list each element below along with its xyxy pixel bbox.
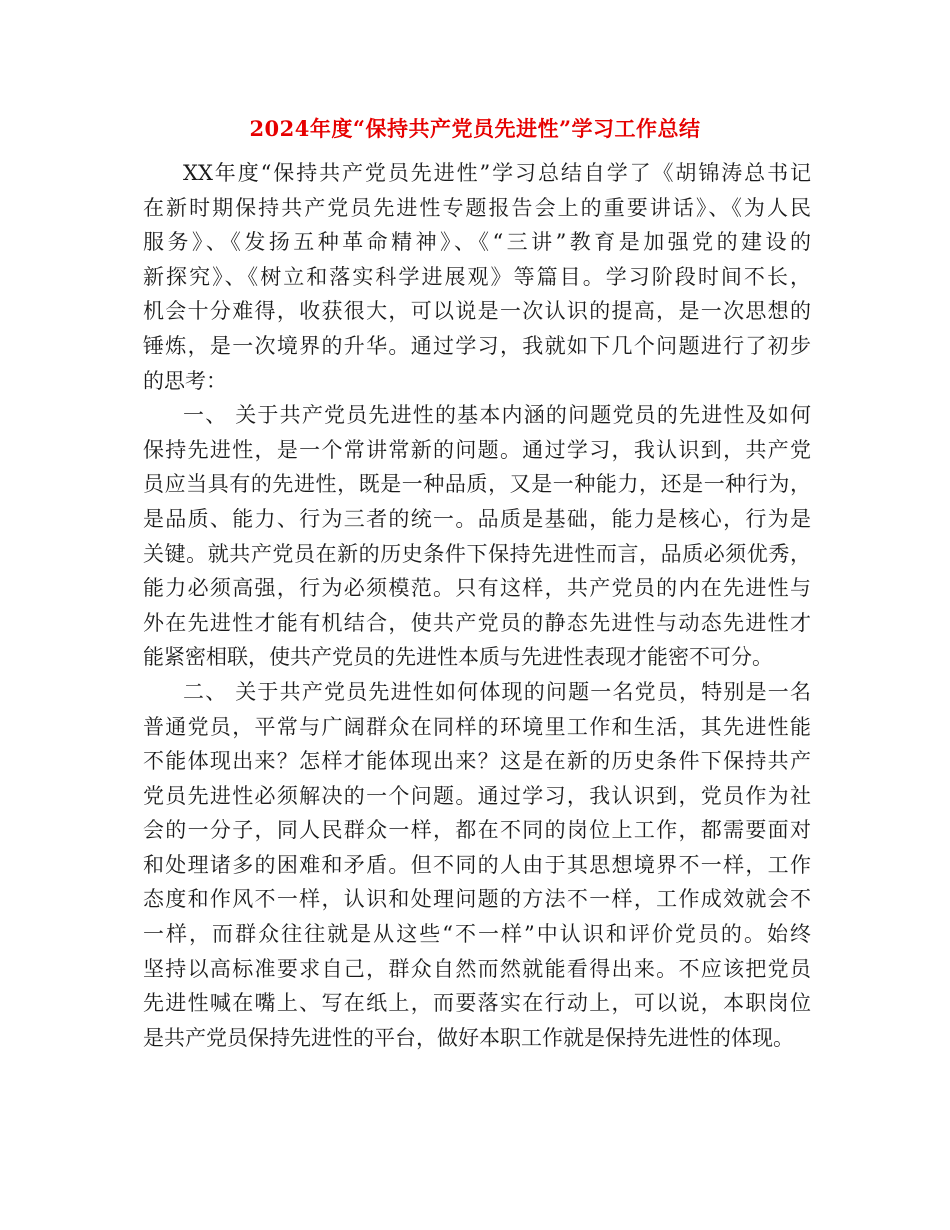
text-line: 普通党员，平常与广阔群众在同样的环境里工作和生活，其先进性能 xyxy=(143,714,811,739)
document-title: 2024年度“保持共产党员先进性”学习工作总结 xyxy=(249,116,701,141)
text-line: 不能体现出来？怎样才能体现出来？这是在新的历史条件下保持共产 xyxy=(143,749,811,774)
text-line: 保持先进性，是一个常讲常新的问题。通过学习，我认识到，共产党 xyxy=(143,437,811,462)
text-line: 是共产党员保持先进性的平台，做好本职工作就是保持先进性的体现。 xyxy=(143,1025,794,1050)
text-line: 态度和作风不一样，认识和处理问题的方法不一样，工作成效就会不 xyxy=(143,887,811,912)
section-heading-line: 一、 关于共产党员先进性的基本内涵的问题党员的先进性及如何 xyxy=(183,403,811,428)
section-heading-line: 二、 关于共产党员先进性如何体现的问题一名党员，特别是一名 xyxy=(183,679,811,704)
text-line: 一样，而群众往往就是从这些“不一样”中认识和评价党员的。始终 xyxy=(143,922,811,947)
text-line: 机会十分难得，收获很大，可以说是一次认识的提高，是一次思想的 xyxy=(143,299,811,324)
text-line: 锤炼，是一次境界的升华。通过学习，我就如下几个问题进行了初步 xyxy=(143,333,811,358)
text-line: 坚持以高标准要求自己，群众自然而然就能看得出来。不应该把党员 xyxy=(143,956,811,981)
text-line: 的思考： xyxy=(143,368,227,393)
text-line: 党员先进性必须解决的一个问题。通过学习，我认识到，党员作为社 xyxy=(143,783,811,808)
document-body xyxy=(143,156,811,1055)
text-line: 外在先进性才能有机结合，使共产党员的静态先进性与动态先进性才 xyxy=(143,610,811,635)
text-line: 在新时期保持共产党员先进性专题报告会上的重要讲话》、《为人民 xyxy=(143,195,811,220)
text-line: 新探究》、《树立和落实科学进展观》等篇目。学习阶段时间不长， xyxy=(143,264,811,289)
text-line: 先进性喊在嘴上、写在纸上，而要落实在行动上，可以说，本职岗位 xyxy=(143,991,811,1016)
text-line: 员应当具有的先进性，既是一种品质，又是一种能力，还是一种行为， xyxy=(143,472,811,497)
text-line: 能紧密相联，使共产党员的先进性本质与先进性表现才能密不可分。 xyxy=(143,645,773,670)
text-line: 是品质、能力、行为三者的统一。品质是基础，能力是核心，行为是 xyxy=(143,506,811,531)
text-line: 会的一分子，同人民群众一样，都在不同的岗位上工作，都需要面对 xyxy=(143,818,811,843)
text-line: 服务》、《发扬五种革命精神》、《“三讲”教育是加强党的建设的 xyxy=(143,230,811,255)
text-line: 和处理诸多的困难和矛盾。但不同的人由于其思想境界不一样，工作 xyxy=(143,852,811,877)
text-line: XX年度“保持共产党员先进性”学习总结自学了《胡锦涛总书记 xyxy=(183,161,811,185)
text-line: 能力必须高强，行为必须模范。只有这样，共产党员的内在先进性与 xyxy=(143,576,811,601)
text-line: 关键。就共产党员在新的历史条件下保持先进性而言，品质必须优秀， xyxy=(143,541,811,566)
